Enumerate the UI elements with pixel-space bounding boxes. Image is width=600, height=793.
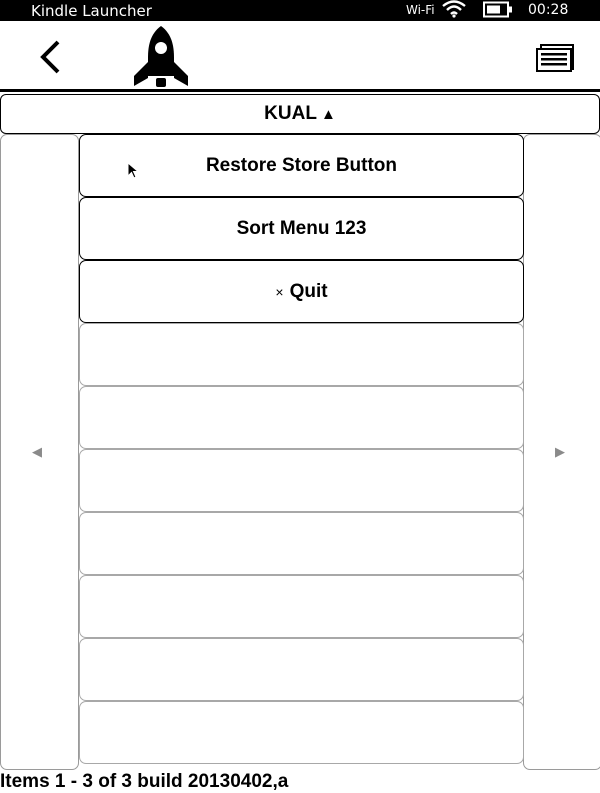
empty-menu-slot bbox=[79, 323, 524, 386]
back-chevron-icon[interactable] bbox=[36, 39, 66, 75]
menu-item-label: Restore Store Button bbox=[205, 155, 398, 176]
menu-header[interactable] bbox=[0, 94, 600, 134]
menu-item-sort-menu[interactable] bbox=[79, 197, 524, 260]
empty-menu-slot bbox=[79, 386, 524, 449]
status-bar bbox=[0, 0, 600, 21]
empty-menu-slot bbox=[79, 575, 524, 638]
mouse-pointer-icon bbox=[127, 162, 139, 180]
menu-item-quit[interactable] bbox=[79, 260, 524, 323]
empty-menu-slot bbox=[79, 638, 524, 701]
clock: 00:28 bbox=[528, 2, 569, 18]
prev-page-button[interactable] bbox=[0, 134, 79, 770]
toolbar-divider bbox=[0, 89, 600, 92]
next-page-button[interactable] bbox=[523, 134, 600, 770]
header-title: KUAL bbox=[264, 103, 317, 124]
sort-caret-icon: ▲ bbox=[320, 106, 336, 123]
empty-menu-slot bbox=[79, 512, 524, 575]
toolbar bbox=[0, 21, 600, 91]
battery-icon bbox=[483, 1, 513, 18]
close-icon: × bbox=[275, 284, 284, 300]
prev-arrow-icon: ◀ bbox=[32, 444, 42, 459]
wifi-icon bbox=[441, 0, 467, 18]
empty-menu-slot bbox=[79, 701, 524, 764]
menu-item-restore-store-button[interactable] bbox=[79, 134, 524, 197]
wifi-label: Wi-Fi bbox=[406, 3, 435, 17]
menu-item-label: Quit bbox=[289, 281, 328, 302]
menu-list-icon[interactable] bbox=[535, 43, 575, 73]
menu-item-label: Sort Menu 123 bbox=[236, 218, 367, 239]
empty-menu-slot bbox=[79, 449, 524, 512]
rocket-icon bbox=[128, 24, 194, 90]
status-footer: Items 1 - 3 of 3 build 20130402,a bbox=[0, 771, 289, 792]
status-bar-title: Kindle Launcher bbox=[31, 2, 152, 20]
next-arrow-icon: ▶ bbox=[555, 444, 565, 459]
